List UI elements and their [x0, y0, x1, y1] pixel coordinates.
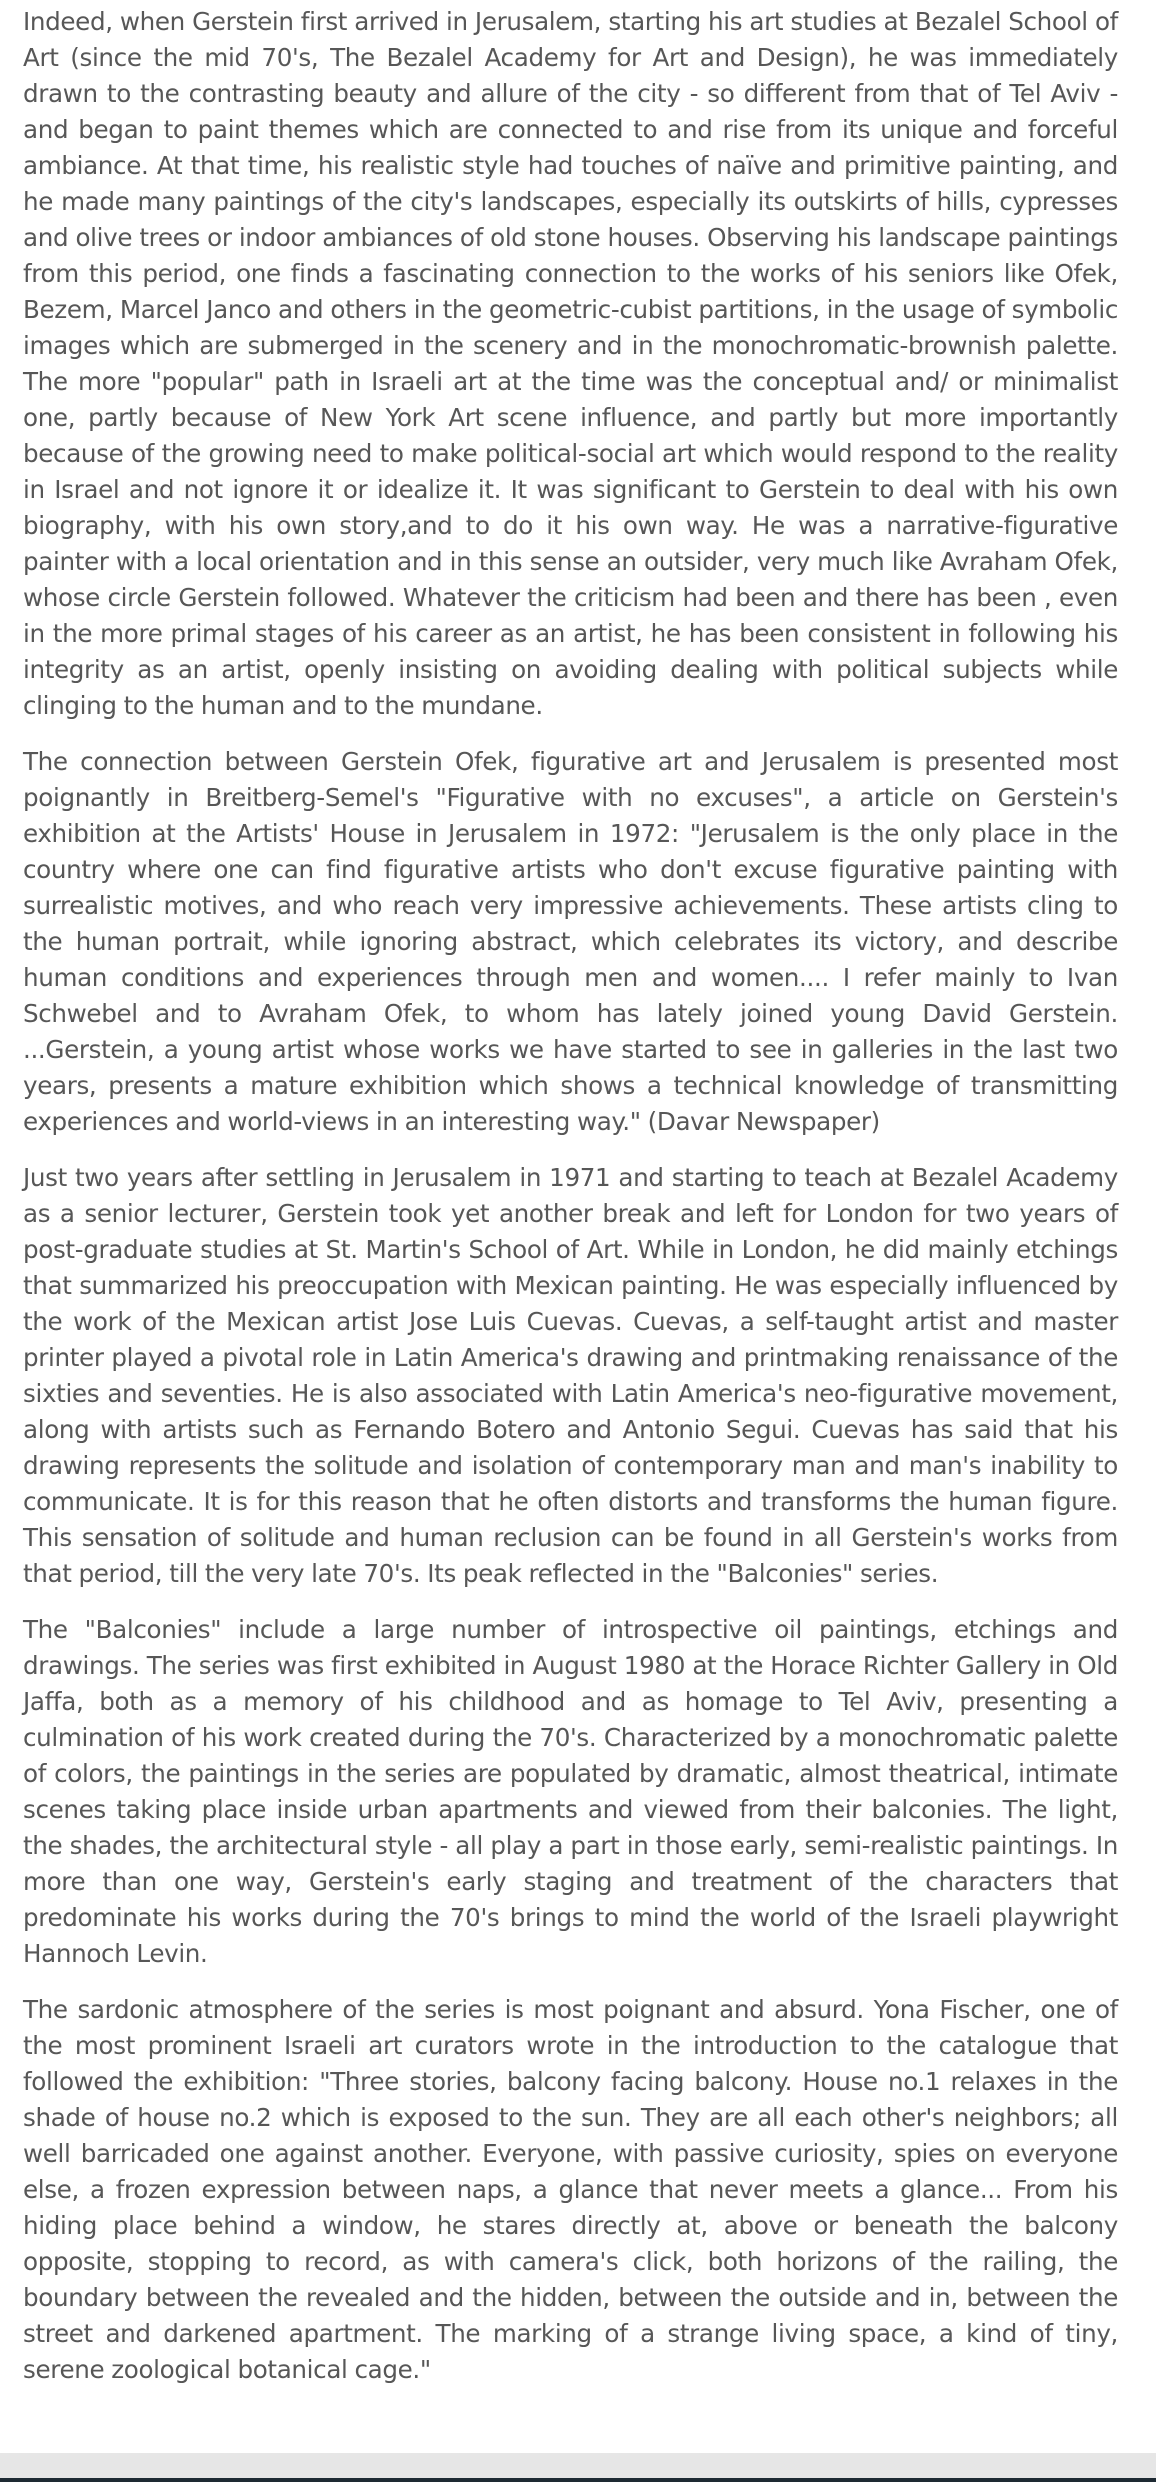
- paragraph-figurative-connection: The connection between Gerstein Ofek, figurative art and Jerusalem is presented most poignantly in Breitberg-Semel's "Figurative with no excuses", a article on Gerstein's exhibition at the Artists' House in Jerusalem in 1972: "Jerusalem is the only place in the country where one can find figurative artists who don't excuse figurative painting with surrealistic motives, and who reach very impressive achievements. These artists cling to the human portrait, while ignoring abstract, which celebrates its victory, and describe human conditions and experiences through men and women.... I refer mainly to Ivan Schwebel and to Avraham Ofek, to whom has lately joined young David Gerstein. ...Gerstein, a young artist whose works we have started to see in galleries in the last two years, presents a mature exhibition which shows a technical knowledge of transmitting experiences and world-views in an interesting way." (Davar Newspaper): [23, 747, 1118, 1136]
- bottom-navigation-bar: [0, 2478, 1156, 2482]
- paragraph-balconies-series: The "Balconies" include a large number of introspective oil paintings, etchings and drawings. The series was first exhibited in August 1980 at the Horace Richter Gallery in Old Jaffa, both as a memory of his childhood and as homage to Tel Aviv, presenting a culmination of his work created during the 70's. Characterized by a monochromatic palette of colors, the paintings in the series are populated by dramatic, almost theatrical, intimate scenes taking place inside urban apartments and viewed from their balconies. The light, the shades, the architectural style - all play a part in those early, semi-realistic paintings. In more than one way, Gerstein's early staging and treatment of the characters that predominate his works during the 70's brings to mind the world of the Israeli playwright Hannoch Levin.: [23, 1615, 1118, 1968]
- paragraph-london-studies: Just two years after settling in Jerusalem in 1971 and starting to teach at Bezalel Academy as a senior lecturer, Gerstein took yet another break and left for London for two years of post-graduate studies at St. Martin's School of Art. While in London, he did mainly etchings that summarized his preoccupation with Mexican painting. He was especially influenced by the work of the Mexican artist Jose Luis Cuevas. Cuevas, a self-taught artist and master printer played a pivotal role in Latin America's drawing and printmaking renaissance of the sixties and seventies. He is also associated with Latin America's neo-figurative movement, along with artists such as Fernando Botero and Antonio Segui. Cuevas has said that his drawing represents the solitude and isolation of contemporary man and man's inability to communicate. It is for this reason that he often distorts and transforms the human figure. This sensation of solitude and human reclusion can be found in all Gerstein's works from that period, till the very late 70's. Its peak reflected in the "Balconies" series.: [23, 1163, 1118, 1588]
- paragraph-jerusalem-arrival: Indeed, when Gerstein first arrived in Jerusalem, starting his art studies at Bezalel School of Art (since the mid 70's, The Bezalel Academy for Art and Design), he was immediately drawn to the contrasting beauty and allure of the city - so different from that of Tel Aviv - and began to paint themes which are connected to and rise from its unique and forceful ambiance. At that time, his realistic style had touches of naïve and primitive painting, and he made many paintings of the city's landscapes, especially its outskirts of hills, cypresses and olive trees or indoor ambiances of old stone houses. Observing his landscape paintings from this period, one finds a fascinating connection to the works of his seniors like Ofek, Bezem, Marcel Janco and others in the geometric-cubist partitions, in the usage of symbolic images which are submerged in the scenery and in the monochromatic-brownish palette. The more "popular" path in Israeli art at the time was the conceptual and/ or minimalist one, partly because of New York Art scene influence, and partly but more importantly because of the growing need to make political-social art which would respond to the reality in Israel and not ignore it or idealize it. It was significant to Gerstein to deal with his own biography, with his own story,and to do it his own way. He was a narrative-figurative painter with a local orientation and in this sense an outsider, very much like Avraham Ofek, whose circle Gerstein followed. Whatever the criticism had been and there has been , even in the more primal stages of his career as an artist, he has been consistent in following his integrity as an artist, openly insisting on avoiding dealing with political subjects while clinging to the human and to the mundane.: [23, 7, 1118, 720]
- paragraph-sardonic-atmosphere: The sardonic atmosphere of the series is most poignant and absurd. Yona Fischer, one of the most prominent Israeli art curators wrote in the introduction to the catalogue that followed the exhibition: "Three stories, balcony facing balcony. House no.1 relaxes in the shade of house no.2 which is exposed to the sun. They are all each other's neighbors; all well barricaded one against another. Everyone, with passive curiosity, spies on everyone else, a frozen expression between naps, a glance that never meets a glance... From his hiding place behind a window, he stares directly at, above or beneath the balcony opposite, stopping to record, as with camera's click, both horizons of the railing, the boundary between the revealed and the hidden, between the outside and in, between the street and darkened apartment. The marking of a strange living space, a kind of tiny, serene zoological botanical cage.": [23, 1995, 1118, 2384]
- bottom-overlay-band: [0, 2453, 1156, 2478]
